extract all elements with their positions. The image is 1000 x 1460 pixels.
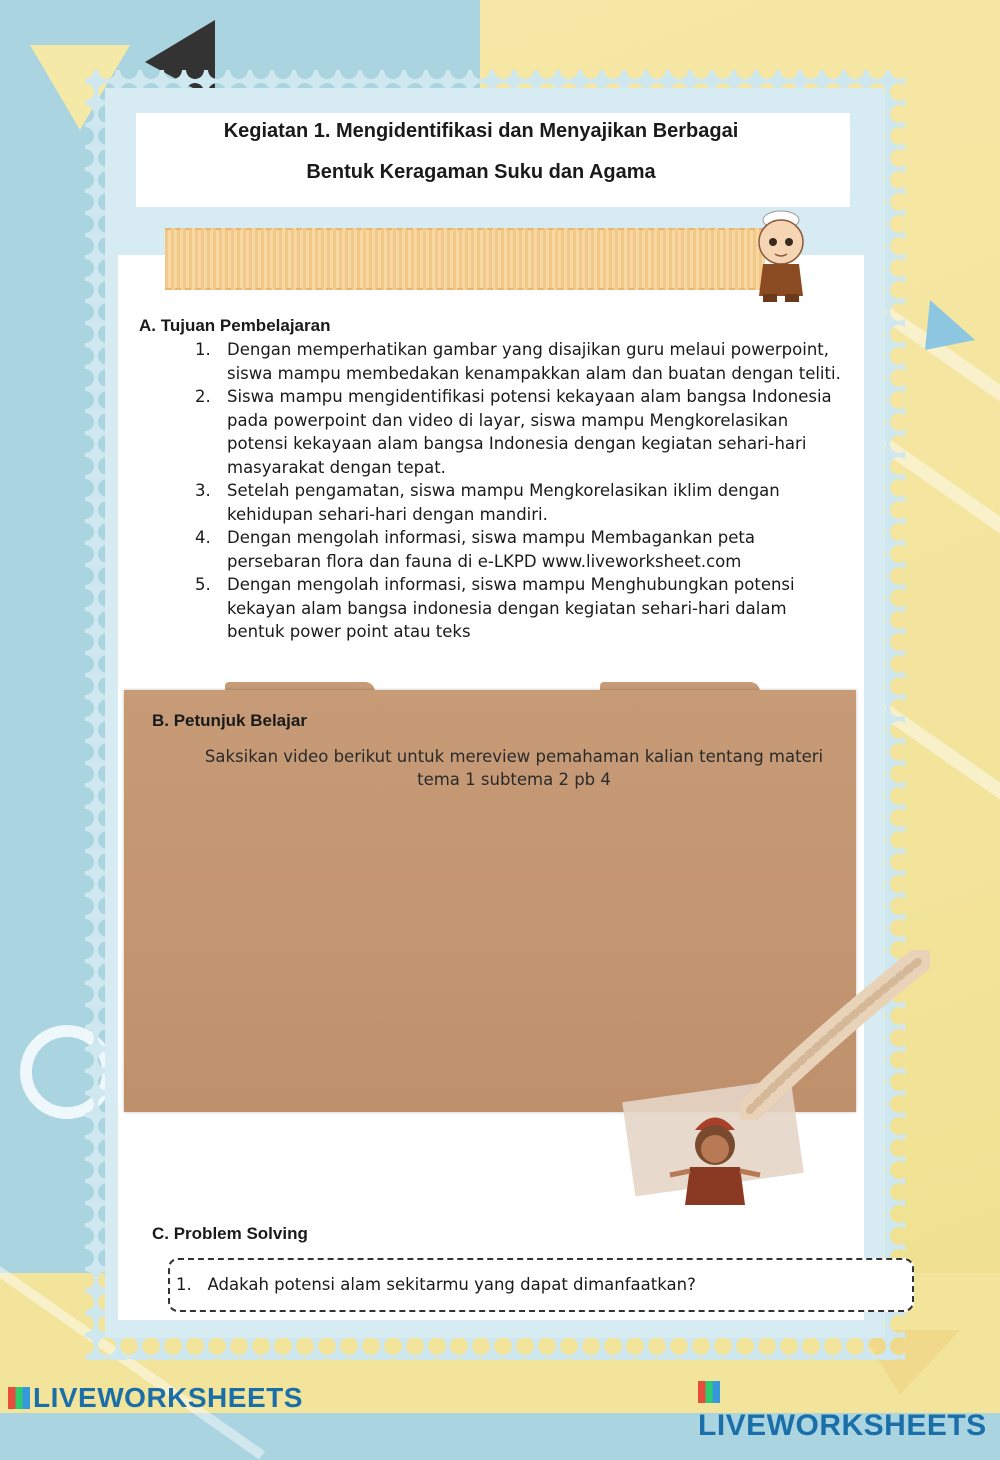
list-text: Dengan memperhatikan gambar yang disajikan guru melaui powerpoint, siswa mampu membedakan kenampakkan alam dan buatan dengan teliti. xyxy=(227,340,841,383)
decor-lace-ribbon xyxy=(740,950,930,1120)
page-title-line1: Kegiatan 1. Mengidentifikasi dan Menyajikan Berbagai xyxy=(223,120,739,142)
video-instruction-line2: tema 1 subtema 2 pb 4 xyxy=(417,770,611,789)
list-number: 5. xyxy=(195,575,211,594)
question-text: Adakah potensi alam sekitarmu yang dapat dimanfaatkan? xyxy=(207,1275,696,1294)
learning-goals-list xyxy=(195,338,845,644)
decor-triangle-blue xyxy=(925,300,975,350)
video-instruction-line1: Saksikan video berikut untuk mereview pemahaman kalian tentang materi xyxy=(204,747,824,766)
list-text: Dengan mengolah informasi, siswa mampu Menghubungkan potensi kekayan alam bangsa indonesia dengan kegiatan sehari-hari dalam bentuk power point atau teks xyxy=(227,575,795,641)
section-a-heading: A. Tujuan Pembelajaran xyxy=(139,316,331,335)
list-number: 4. xyxy=(195,528,211,547)
liveworksheets-logo-right xyxy=(698,1375,1000,1443)
list-item xyxy=(195,526,845,573)
section-c-heading: C. Problem Solving xyxy=(152,1224,308,1243)
girl-illustration xyxy=(660,1105,770,1215)
list-text: Dengan mengolah informasi, siswa mampu Membagankan peta persebaran flora dan fauna di e-LKPD www.liveworksheet.com xyxy=(227,528,755,571)
question-number: 1. xyxy=(176,1275,192,1294)
list-item xyxy=(195,573,845,644)
logo-text: LIVEWORKSHEETS xyxy=(33,1382,303,1413)
liveworksheets-logo-left xyxy=(8,1382,303,1414)
list-number: 1. xyxy=(195,340,211,359)
section-b-heading: B. Petunjuk Belajar xyxy=(152,711,307,730)
video-instruction xyxy=(176,745,852,791)
list-number: 3. xyxy=(195,481,211,500)
list-item xyxy=(195,338,845,385)
page-title-line2: Bentuk Keragaman Suku dan Agama xyxy=(306,161,656,183)
problem-question xyxy=(176,1275,696,1294)
washi-tape xyxy=(165,228,765,290)
boy-illustration xyxy=(745,208,817,308)
list-text: Setelah pengamatan, siswa mampu Mengkorelasikan iklim dengan kehidupan sehari-hari dengan mandiri. xyxy=(227,481,780,524)
logo-text: LIVEWORKSHEETS xyxy=(698,1409,987,1442)
list-item xyxy=(195,385,845,479)
logo-icon xyxy=(8,1387,30,1409)
list-item xyxy=(195,479,845,526)
list-text: Siswa mampu mengidentifikasi potensi kekayaan alam bangsa Indonesia pada powerpoint dan video di layar, siswa mampu Mengkorelasikan potensi kekayaan alam bangsa Indonesia dengan kegiatan sehari-hari masyarakat dengan tepat. xyxy=(227,387,832,477)
logo-icon xyxy=(698,1381,720,1403)
list-number: 2. xyxy=(195,387,211,406)
